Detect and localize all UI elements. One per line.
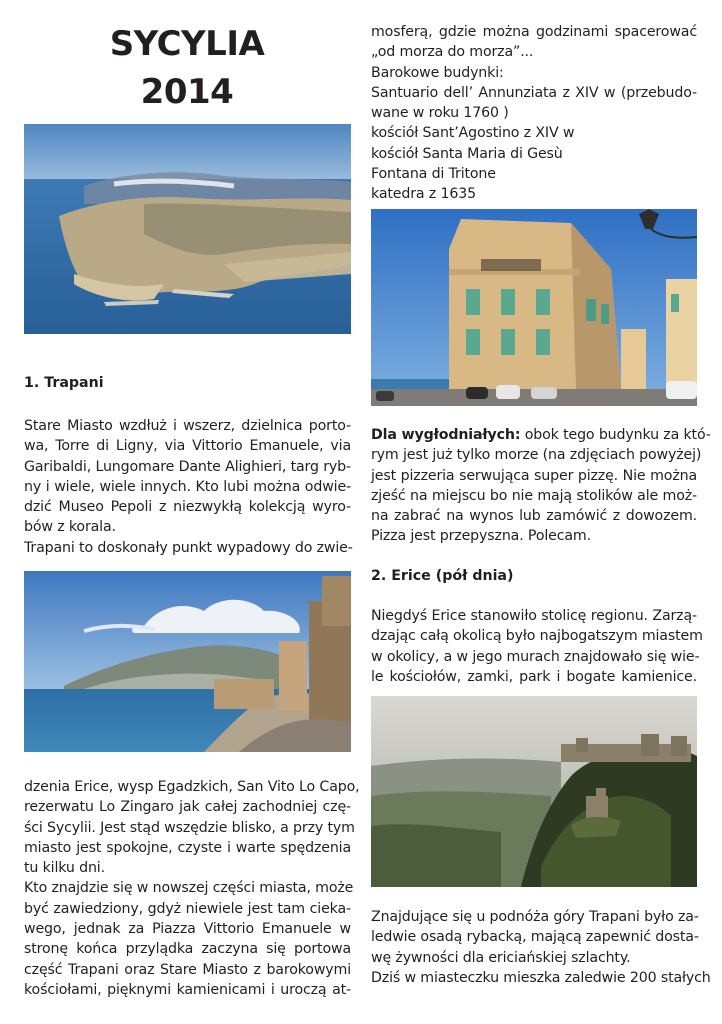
text-line: katedra z 1635	[371, 186, 476, 203]
heading-trapani: 1. Trapani	[24, 375, 104, 391]
text-line: mosferą, gdzie można godzinami spacerować	[371, 24, 697, 40]
text-line: dzić Museo Pepoli z niezwykłą kolekcją wyro-	[24, 499, 351, 516]
text-line: jest pizzeria serwująca super pizzę. Nie można	[371, 467, 697, 484]
text-line: ści Sycylii. Jest stąd wszędzie blisko, a przy tym	[24, 819, 355, 836]
text-line: Kto znajdzie się w nowszej części miasta, może	[24, 880, 354, 897]
trapani-paragraph-1	[24, 416, 351, 558]
text-line-rest: obok tego budynku za któ-	[520, 427, 711, 443]
text-line: wane w roku 1760 )	[371, 105, 509, 122]
text-line: „od morza do morza”...	[371, 44, 534, 61]
text-line: kościół Sant’Agostino z XIV w	[371, 125, 575, 142]
text-line: Santuario dell’ Annunziata z XIV w (przebudo-	[371, 84, 697, 101]
text-line: rym jest już tylko morze (na zdjęciach powyżej)	[371, 447, 702, 464]
text-line: stronę końca przylądka zaczyna się portowa	[24, 941, 351, 958]
photo-trapani-seafront	[24, 571, 351, 752]
text-line: wego, jednak za Piazza Vittorio Emanuele w	[24, 921, 351, 938]
hungry-label: Dla wygłodniałych:	[371, 427, 521, 443]
text-line: miasto jest spokojne, czyste i warte spędzenia	[24, 839, 351, 856]
text-line: w okolicy, a w jego murach znajdowało się wie-	[371, 648, 700, 665]
text-line: bów z korala.	[24, 519, 116, 536]
text-line: Znajdujące się u podnóża góry Trapani było za-	[371, 909, 699, 925]
text-line: na zabrać na wynos lub zamówić z dowozem.	[371, 508, 697, 525]
trapani-paragraph-3	[371, 22, 697, 205]
page-title	[30, 20, 344, 116]
text-line: ny i wiele, wiele innych. Kto lubi można odwie-	[24, 478, 351, 495]
text-line: część Trapani oraz Stare Miasto z barokowymi	[24, 961, 351, 978]
erice-paragraph	[371, 606, 703, 687]
text-line	[371, 425, 711, 445]
text-line: zjeść na miejscu bo nie mają stolików ale moż-	[371, 487, 697, 504]
title-line-2: 2014	[140, 72, 234, 112]
text-line: kościołami, pięknymi kamienicami i uroczą at-	[24, 981, 351, 998]
heading-erice: 2. Erice (pół dnia)	[371, 568, 514, 584]
text-line: rezerwatu Lo Zingaro jak całej zachodniej czę-	[24, 799, 351, 816]
text-line: Garibaldi, Lungomare Dante Alighieri, targ ryb-	[24, 458, 351, 475]
text-line: Niegdyś Erice stanowiło stolicę regionu. Zarzą-	[371, 608, 697, 624]
photo-baroque-building	[371, 209, 697, 406]
text-line: być zawiedziony, gdyż niewiele jest tam cieka-	[24, 900, 351, 917]
text-line: Stare Miasto wzdłuż i wszerz, dzielnica porto-	[24, 418, 351, 434]
text-line: ledwie osadą rybacką, mającą zapewnić dosta-	[371, 929, 699, 946]
text-line: dzając całą okolicą było najbogatszym miastem	[371, 628, 703, 645]
text-line: wę żywności dla ericiańskiej szlachty.	[371, 949, 631, 966]
text-line: kościół Santa Maria di Gesù	[371, 145, 563, 162]
text-line: tu kilku dni.	[24, 860, 105, 877]
text-line: Fontana di Tritone	[371, 166, 496, 183]
text-line: dzenia Erice, wysp Egadzkich, San Vito Lo Capo,	[24, 779, 360, 795]
trapani-paragraph-2	[24, 777, 360, 1000]
text-line: le kościołów, zamki, park i bogate kamienice.	[371, 668, 697, 685]
hungry-paragraph	[371, 425, 711, 547]
text-line: Dziś w miasteczku mieszka zaledwie 200 stałych	[371, 969, 711, 986]
text-line: Trapani to doskonały punkt wypadowy do zwie-	[24, 539, 353, 556]
text-line: Pizza jest przepyszna. Polecam.	[371, 528, 591, 545]
text-line: Barokowe budynki:	[371, 64, 504, 81]
title-line-1: SYCYLIA	[109, 24, 265, 64]
photo-trapani-aerial	[24, 124, 351, 334]
bottom-paragraph	[371, 907, 711, 988]
photo-erice-castle	[371, 696, 697, 887]
text-line: wa, Torre di Ligny, via Vittorio Emanuele, via	[24, 438, 351, 455]
